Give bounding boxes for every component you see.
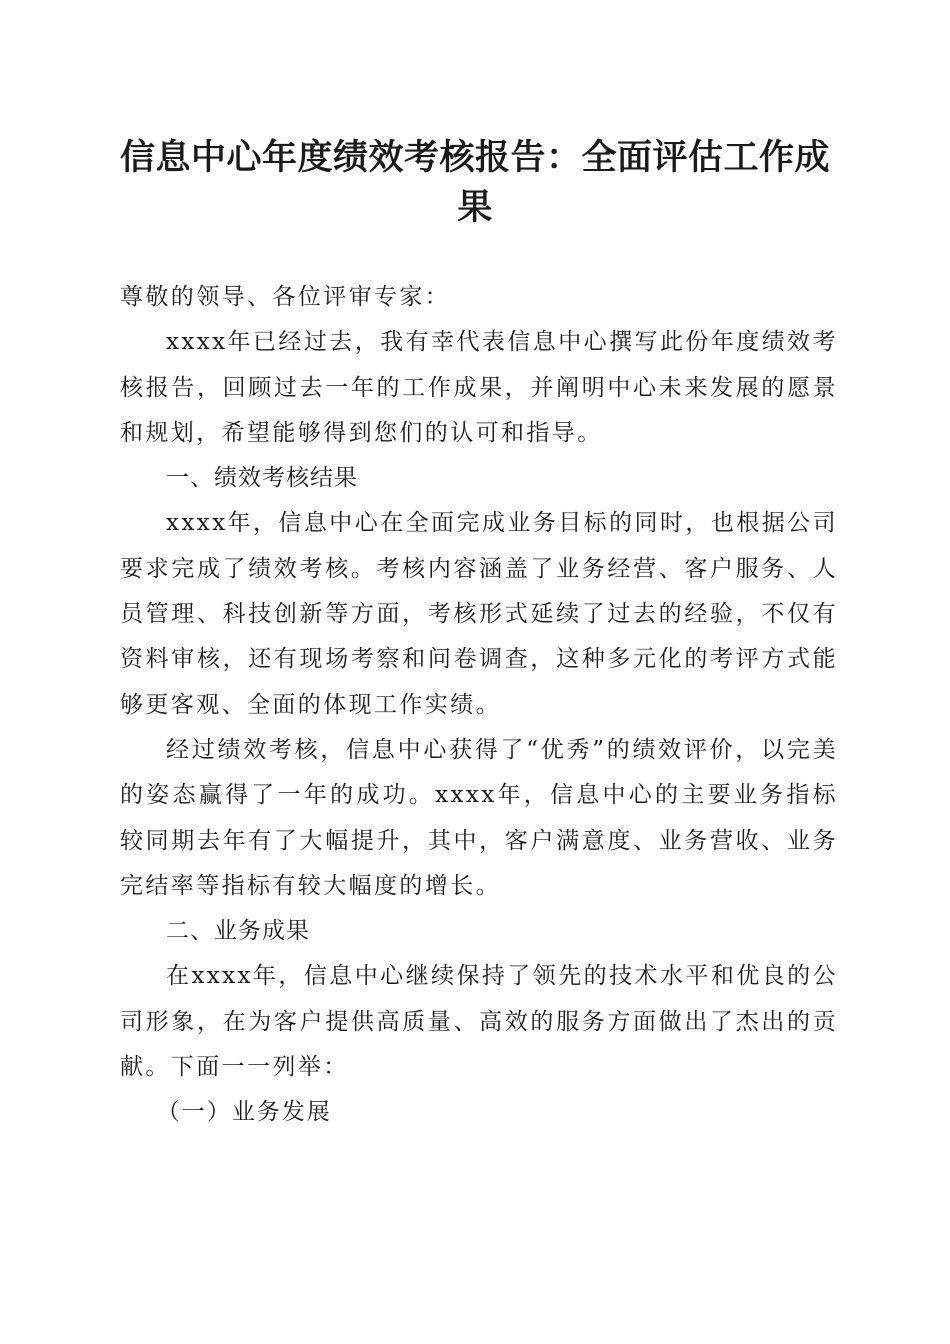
- section-heading-business-results: 二、业务成果: [166, 918, 310, 945]
- section1-paragraph-2: 经过绩效考核，信息中心获得了“优秀”的绩效评价，以完美的姿态赢得了一年的成功。xxxx年，信息中心的主要业务指标较同期去年有了大幅提升，其中，客户满意度、业务营收、业务完结率等指标有较大幅度的增长。: [120, 736, 838, 899]
- intro-paragraph: xxxx年已经过去，我有幸代表信息中心撰写此份年度绩效考核报告，回顾过去一年的工作成果，并阐明中心未来发展的愿景和规划，希望能够得到您们的认可和指导。: [120, 329, 838, 446]
- section-heading-performance-results: 一、绩效考核结果: [166, 465, 358, 492]
- salutation: 尊敬的领导、各位评审专家：: [120, 284, 451, 310]
- section2-paragraph-1: 在xxxx年，信息中心继续保持了领先的技术水平和优良的公司形象，在为客户提供高质量、高效的服务方面做出了杰出的贡献。下面一一列举：: [120, 963, 838, 1081]
- document-body: [120, 275, 838, 1136]
- document-title: 信息中心年度绩效考核报告：全面评估工作成果: [119, 137, 830, 228]
- subsection-heading-business-development: （一）业务发展: [156, 1099, 332, 1126]
- section1-paragraph-1: xxxx年，信息中心在全面完成业务目标的同时，也根据公司要求完成了绩效考核。考核内容涵盖了业务经营、客户服务、人员管理、科技创新等方面，考核形式延续了过去的经验，不仅有资料审核，还有现场考察和问卷调查，这种多元化的考评方式能够更客观、全面的体现工作实绩。: [120, 510, 838, 718]
